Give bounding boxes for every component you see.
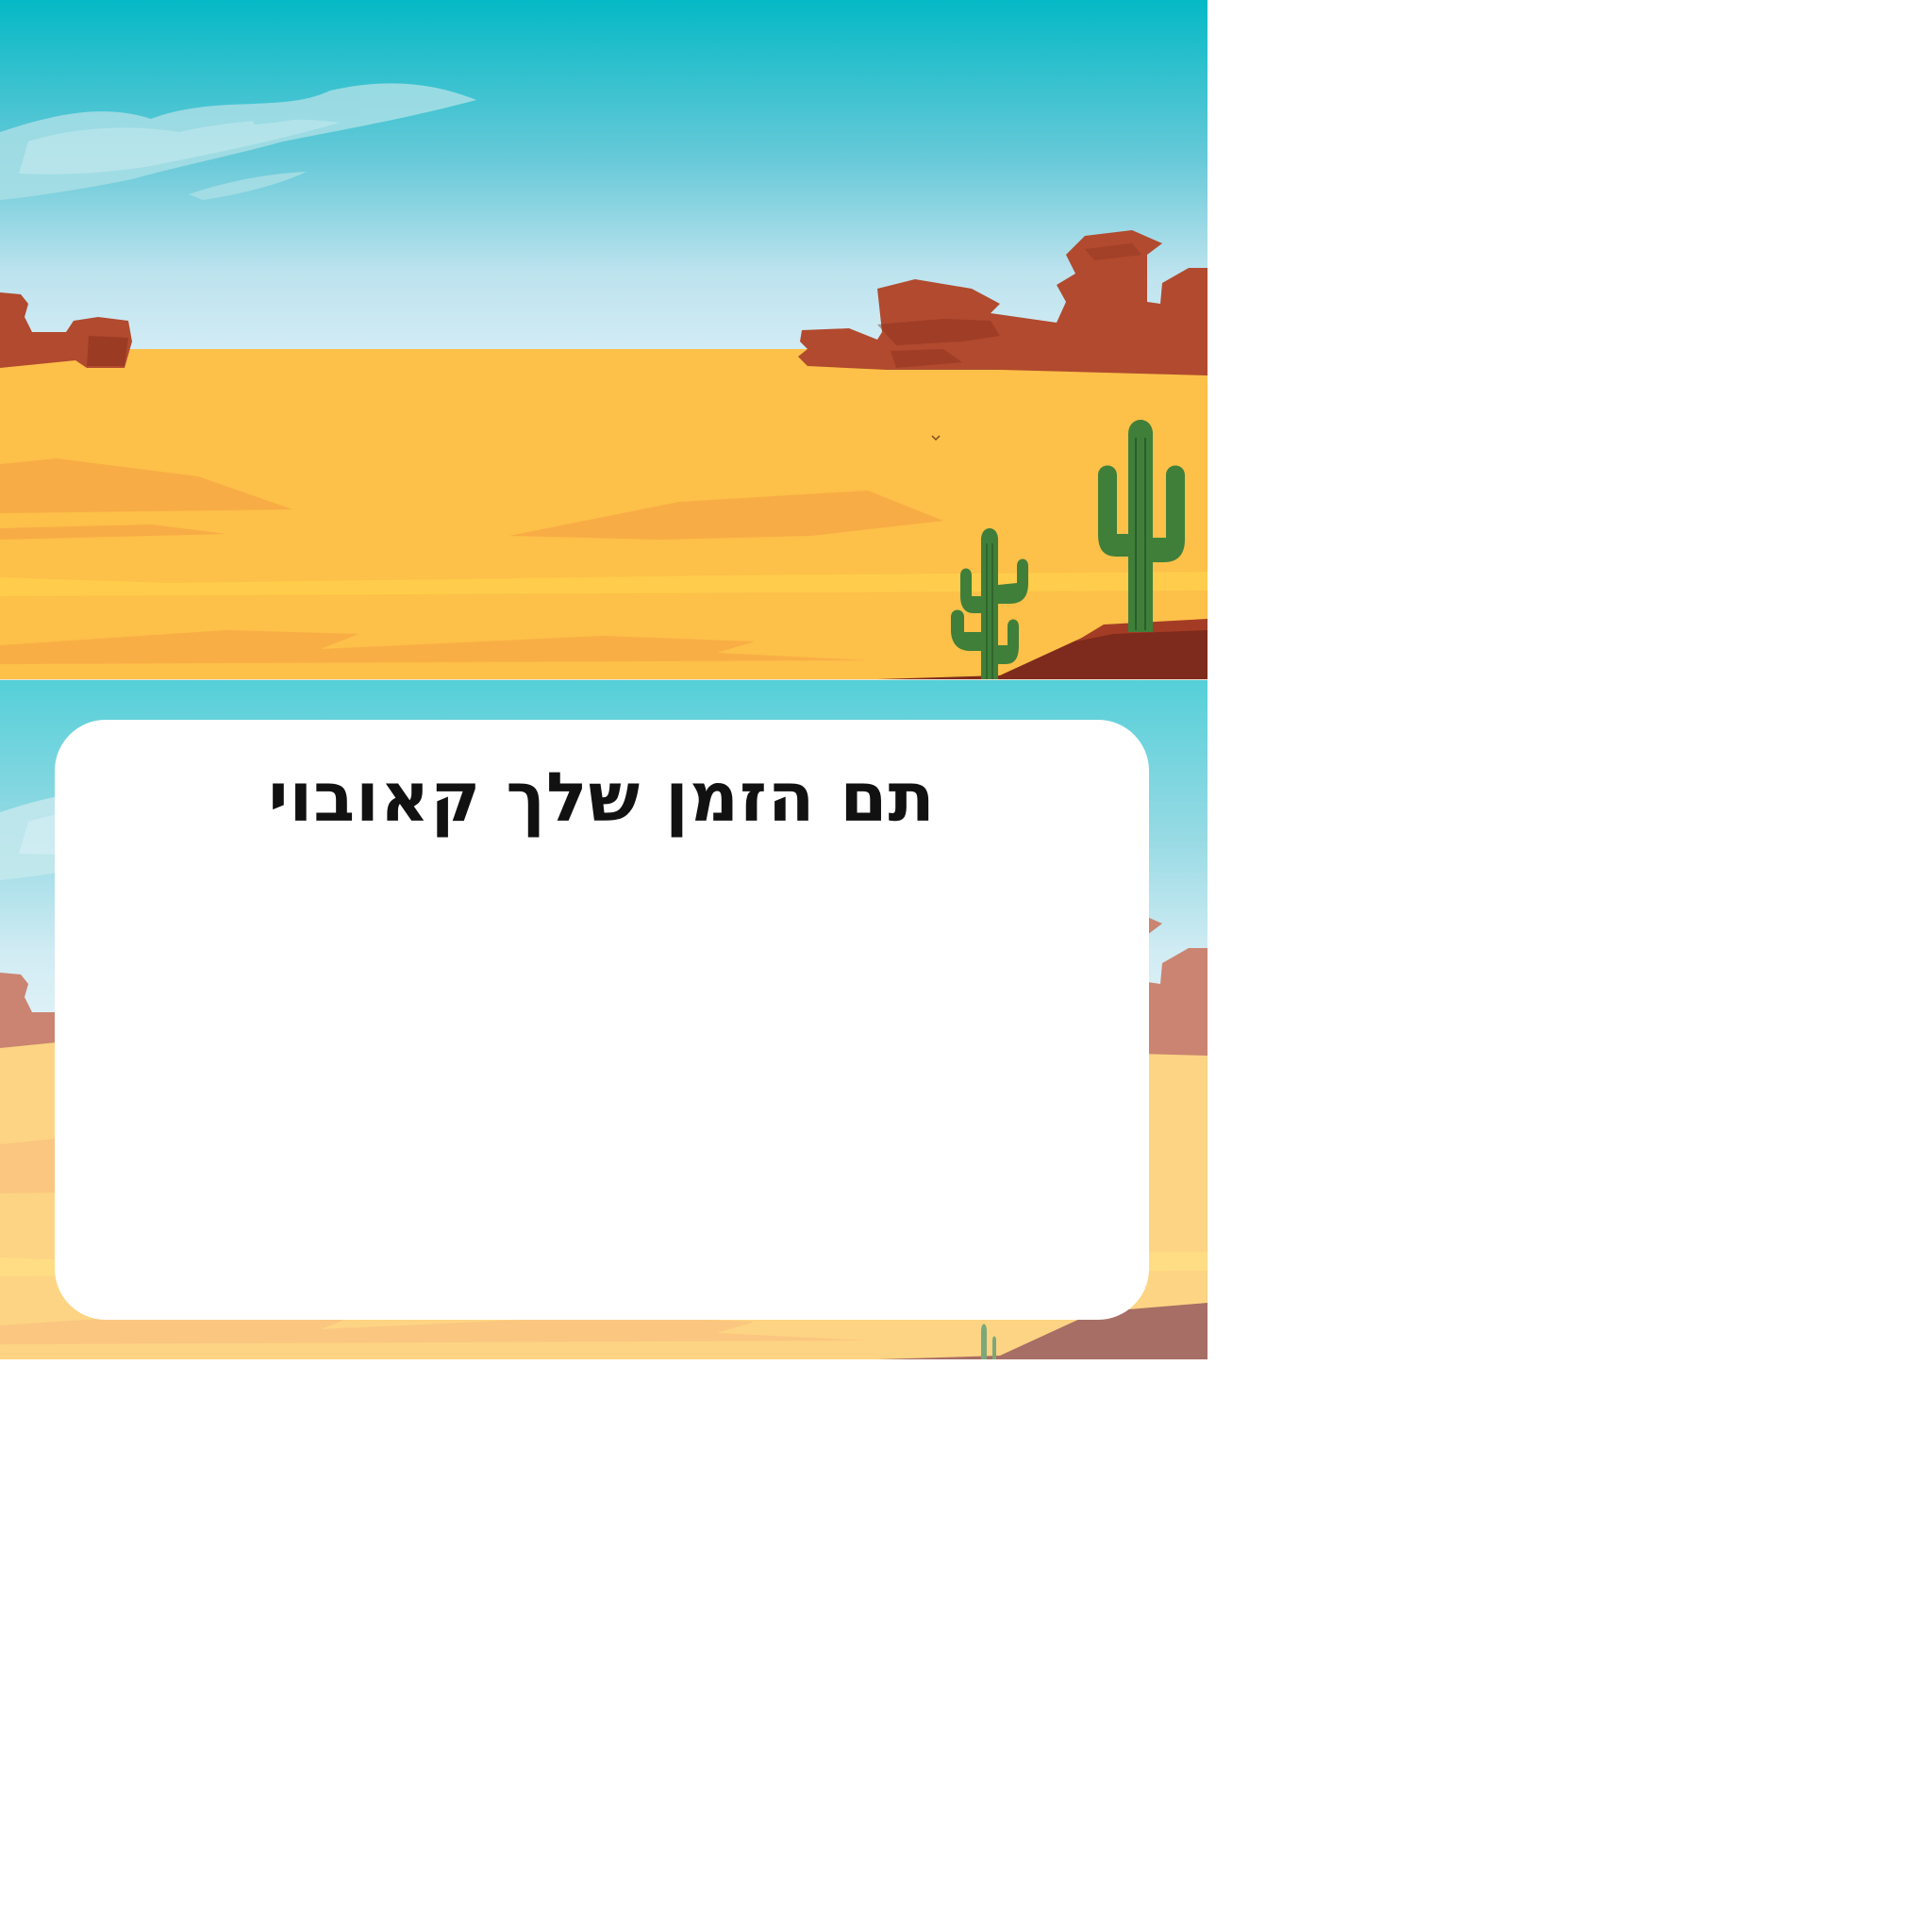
timeout-message: תם הזמן שלך קאובוי — [268, 758, 936, 837]
timeout-screen — [0, 680, 1208, 1359]
sky — [0, 0, 1208, 351]
desert-background — [0, 0, 1208, 679]
sand-ground — [0, 349, 1208, 679]
timeout-popup — [55, 720, 1149, 1320]
desert-scene — [0, 0, 1208, 679]
